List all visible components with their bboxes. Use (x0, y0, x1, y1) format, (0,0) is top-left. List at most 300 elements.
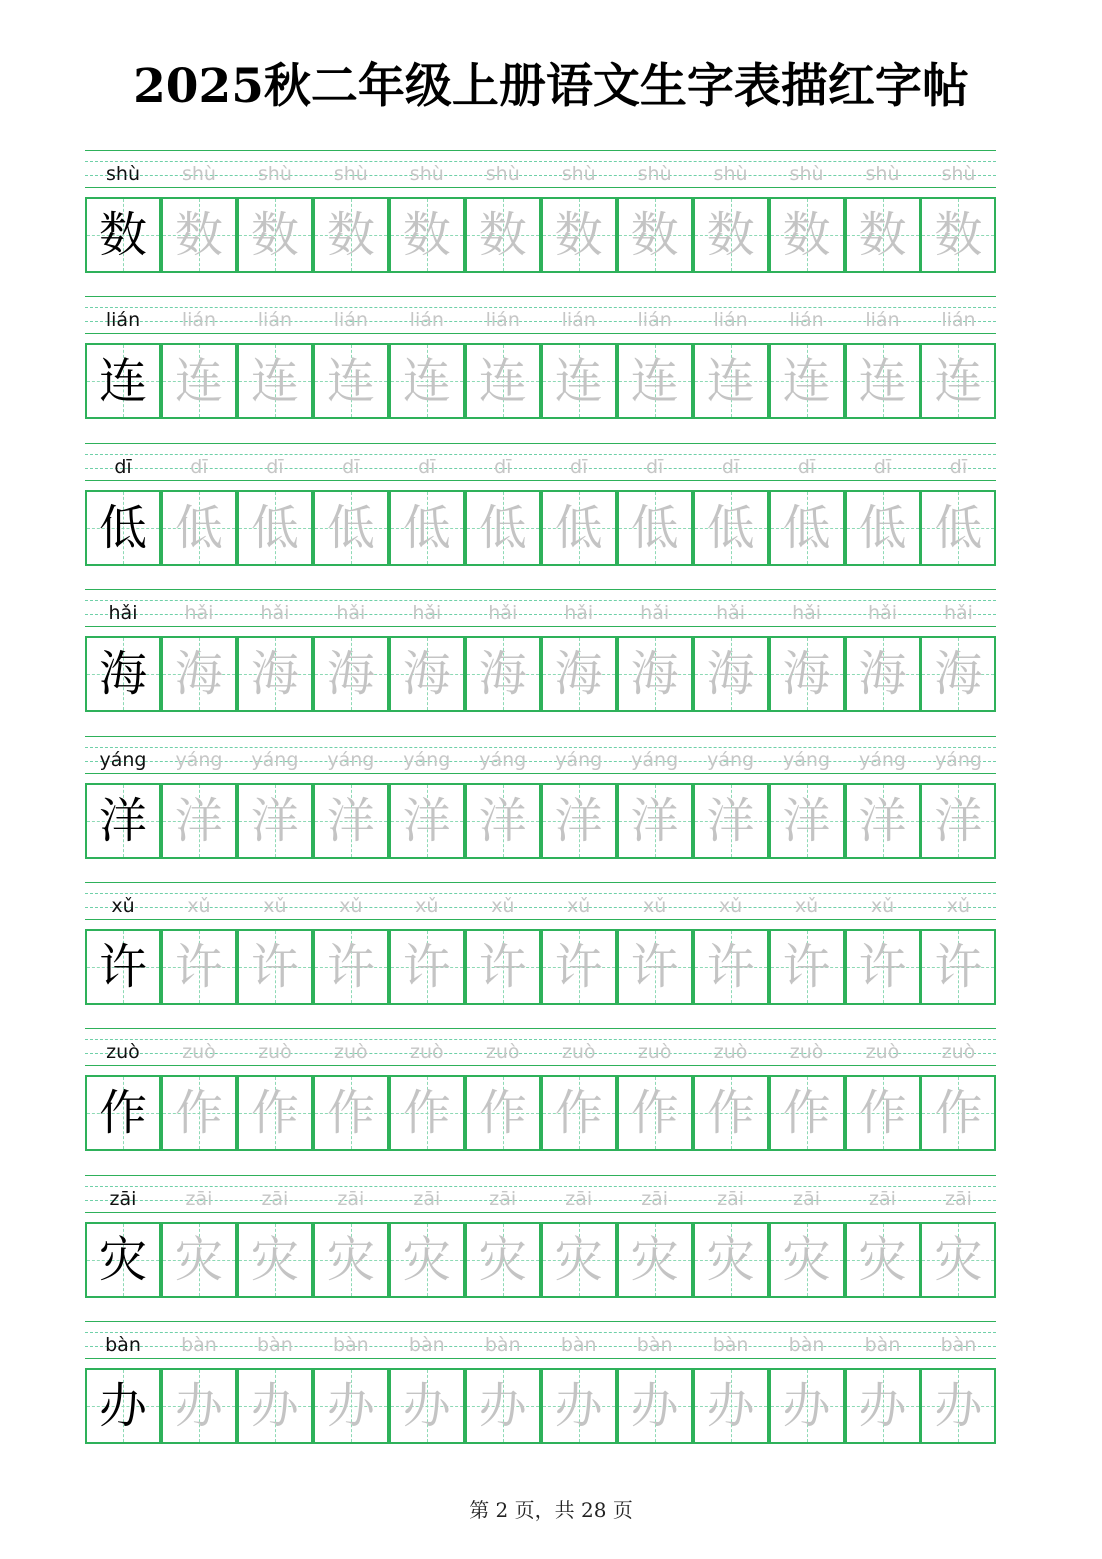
model-character: 低 (98, 499, 147, 556)
pinyin-trace: hǎi (640, 602, 670, 625)
trace-character: 洋 (326, 792, 375, 849)
trace-cell[interactable] (465, 1075, 541, 1151)
model-cell[interactable] (85, 783, 161, 859)
trace-character: 连 (934, 353, 983, 410)
pinyin-band (85, 150, 996, 188)
trace-cell[interactable] (920, 197, 996, 273)
model-cell[interactable] (85, 490, 161, 566)
pinyin-trace: dī (873, 455, 892, 478)
trace-cell[interactable] (769, 1075, 845, 1151)
trace-cell[interactable] (237, 343, 313, 419)
trace-character: 洋 (554, 792, 603, 849)
pinyin-trace: zuò (713, 1041, 748, 1064)
trace-character: 许 (326, 939, 375, 995)
pinyin-trace: shù (257, 163, 292, 185)
trace-cell[interactable] (313, 490, 389, 566)
model-character: 灾 (98, 1231, 147, 1288)
trace-character: 作 (250, 1085, 299, 1142)
pinyin-trace: bàn (257, 1334, 293, 1357)
pinyin-trace: zāi (185, 1187, 213, 1210)
trace-cell[interactable] (465, 1368, 541, 1444)
trace-cell[interactable] (313, 343, 389, 419)
model-cell[interactable] (85, 1075, 161, 1151)
pinyin-trace: dī (949, 455, 968, 478)
model-character: 连 (98, 353, 147, 410)
trace-character: 海 (478, 646, 527, 703)
pinyin-trace: hǎi (412, 602, 442, 625)
trace-cell[interactable] (617, 1368, 693, 1444)
pinyin-model: zuò (106, 1041, 140, 1064)
trace-character: 许 (782, 939, 831, 995)
trace-cell[interactable] (389, 636, 465, 712)
char-entry (85, 1321, 996, 1444)
trace-cell[interactable] (769, 783, 845, 859)
trace-cell[interactable] (769, 636, 845, 712)
pinyin-trace: hǎi (184, 602, 214, 625)
pinyin-trace: xǔ (794, 895, 819, 917)
trace-cell[interactable] (617, 783, 693, 859)
pinyin-trace: xǔ (339, 895, 363, 917)
char-entry (85, 296, 996, 419)
pinyin-model: hǎi (108, 602, 138, 625)
trace-cell[interactable] (541, 636, 617, 712)
trace-cell[interactable] (237, 197, 313, 273)
trace-cell[interactable] (313, 197, 389, 273)
trace-cell[interactable] (920, 929, 996, 1005)
pinyin-trace: yáng (327, 748, 375, 771)
tian-grid-row (85, 783, 996, 859)
trace-character: 数 (326, 207, 375, 263)
pinyin-trace: shù (713, 163, 748, 185)
trace-character: 低 (174, 499, 223, 556)
trace-cell[interactable] (237, 1075, 313, 1151)
footer-suffix: 页 (612, 1498, 633, 1522)
tian-grid-row (85, 490, 996, 566)
trace-cell[interactable] (845, 783, 921, 859)
pinyin-trace: lián (257, 309, 293, 332)
pinyin-trace: dī (190, 455, 208, 478)
trace-cell[interactable] (389, 929, 465, 1005)
model-character: 海 (98, 646, 147, 703)
pinyin-trace: hǎi (260, 602, 290, 625)
pinyin-trace: xǔ (415, 895, 439, 917)
trace-cell[interactable] (920, 636, 996, 712)
pinyin-trace: zāi (944, 1187, 972, 1210)
trace-character: 数 (934, 207, 983, 263)
pinyin-trace: yáng (403, 748, 451, 771)
trace-cell[interactable] (541, 197, 617, 273)
trace-cell[interactable] (313, 636, 389, 712)
trace-character: 海 (554, 646, 603, 703)
pinyin-trace: shù (865, 163, 900, 185)
trace-cell[interactable] (313, 1075, 389, 1151)
pinyin-trace: xǔ (187, 895, 211, 917)
pinyin-trace: zāi (869, 1187, 896, 1210)
trace-cell[interactable] (920, 1222, 996, 1298)
pinyin-band (85, 736, 996, 774)
pinyin-model: yáng (99, 748, 147, 771)
trace-character: 数 (402, 207, 451, 263)
trace-character: 连 (402, 353, 451, 410)
trace-cell[interactable] (769, 197, 845, 273)
trace-character: 海 (326, 646, 375, 703)
model-character: 洋 (98, 792, 147, 849)
trace-cell[interactable] (769, 929, 845, 1005)
trace-character: 作 (326, 1085, 375, 1142)
trace-character: 作 (554, 1085, 603, 1142)
trace-character: 低 (934, 499, 983, 556)
trace-cell[interactable] (920, 783, 996, 859)
trace-character: 灾 (782, 1231, 831, 1288)
footer-page-number: 2 (495, 1498, 509, 1522)
pinyin-trace: lián (637, 309, 672, 332)
trace-cell[interactable] (845, 1368, 921, 1444)
pinyin-trace: shù (789, 163, 824, 185)
pinyin-trace: yáng (783, 748, 831, 771)
trace-cell[interactable] (237, 636, 313, 712)
pinyin-trace: zāi (489, 1187, 517, 1210)
trace-character: 低 (706, 499, 755, 556)
pinyin-trace: shù (637, 163, 672, 185)
trace-cell[interactable] (845, 929, 921, 1005)
pinyin-band (85, 443, 996, 481)
trace-cell[interactable] (389, 1222, 465, 1298)
trace-cell[interactable] (465, 490, 541, 566)
pinyin-trace: hǎi (488, 602, 518, 625)
model-character: 办 (98, 1378, 147, 1435)
trace-character: 办 (478, 1378, 527, 1435)
trace-cell[interactable] (617, 929, 693, 1005)
trace-character: 作 (402, 1085, 451, 1142)
trace-character: 办 (782, 1378, 831, 1435)
trace-character: 作 (934, 1085, 983, 1142)
pinyin-trace: xǔ (946, 895, 971, 917)
model-cell[interactable] (85, 636, 161, 712)
trace-cell[interactable] (465, 343, 541, 419)
trace-cell[interactable] (920, 490, 996, 566)
pinyin-trace: shù (941, 163, 976, 185)
trace-cell[interactable] (769, 343, 845, 419)
trace-cell[interactable] (465, 929, 541, 1005)
pinyin-trace: zuò (561, 1041, 596, 1064)
trace-cell[interactable] (161, 929, 237, 1005)
trace-character: 连 (250, 353, 299, 410)
pinyin-trace: lián (941, 309, 976, 332)
trace-cell[interactable] (541, 1222, 617, 1298)
trace-character: 低 (858, 499, 907, 556)
pinyin-trace: zuò (485, 1041, 520, 1064)
pinyin-trace: zāi (337, 1187, 365, 1210)
pinyin-trace: zuò (334, 1041, 368, 1064)
trace-cell[interactable] (389, 490, 465, 566)
trace-cell[interactable] (769, 490, 845, 566)
trace-cell[interactable] (161, 1222, 237, 1298)
pinyin-trace: hǎi (716, 602, 746, 625)
pinyin-trace: xǔ (718, 895, 743, 917)
trace-cell[interactable] (161, 783, 237, 859)
trace-cell[interactable] (161, 490, 237, 566)
trace-character: 数 (630, 207, 679, 263)
page-footer (0, 1494, 1102, 1523)
trace-character: 数 (554, 207, 603, 263)
trace-cell[interactable] (313, 783, 389, 859)
char-entry (85, 589, 996, 712)
model-character: 许 (98, 939, 147, 995)
trace-cell[interactable] (161, 1075, 237, 1151)
trace-cell[interactable] (845, 490, 921, 566)
pinyin-band (85, 296, 996, 334)
pinyin-band (85, 1321, 996, 1359)
pinyin-trace: yáng (631, 748, 679, 771)
pinyin-trace: xǔ (263, 895, 287, 917)
trace-character: 作 (706, 1085, 755, 1142)
trace-character: 海 (934, 646, 983, 703)
trace-cell[interactable] (617, 1222, 693, 1298)
pinyin-trace: xǔ (567, 895, 591, 917)
pinyin-trace: yáng (479, 748, 527, 771)
trace-cell[interactable] (617, 490, 693, 566)
pinyin-trace: bàn (940, 1334, 977, 1357)
trace-character: 数 (478, 207, 527, 263)
trace-character: 办 (630, 1378, 679, 1435)
pinyin-trace: shù (485, 163, 520, 185)
pinyin-model: xǔ (111, 895, 135, 917)
pinyin-trace: lián (181, 309, 217, 332)
trace-cell[interactable] (237, 929, 313, 1005)
trace-character: 办 (706, 1378, 755, 1435)
trace-character: 连 (858, 353, 907, 410)
trace-character: 洋 (706, 792, 755, 849)
char-entry (85, 882, 996, 1005)
trace-cell[interactable] (237, 490, 313, 566)
trace-cell[interactable] (920, 1368, 996, 1444)
trace-character: 洋 (782, 792, 831, 849)
pinyin-trace: hǎi (564, 602, 594, 625)
pinyin-trace: dī (645, 455, 664, 478)
trace-character: 灾 (858, 1231, 907, 1288)
trace-cell[interactable] (617, 197, 693, 273)
pinyin-trace: dī (494, 455, 512, 478)
trace-character: 低 (250, 499, 299, 556)
pinyin-trace: lián (713, 309, 748, 332)
pinyin-trace: lián (409, 309, 444, 332)
pinyin-trace: yáng (251, 748, 299, 771)
pinyin-trace: xǔ (491, 895, 515, 917)
trace-cell[interactable] (845, 1075, 921, 1151)
trace-cell[interactable] (693, 490, 769, 566)
pinyin-band (85, 882, 996, 920)
pinyin-trace: shù (333, 163, 368, 185)
trace-cell[interactable] (693, 343, 769, 419)
pinyin-trace: zuò (409, 1041, 444, 1064)
trace-character: 作 (630, 1085, 679, 1142)
pinyin-model: dī (114, 455, 132, 478)
trace-character: 低 (326, 499, 375, 556)
trace-character: 洋 (858, 792, 907, 849)
trace-character: 连 (174, 353, 223, 410)
trace-character: 洋 (250, 792, 299, 849)
trace-character: 洋 (402, 792, 451, 849)
pinyin-trace: zāi (641, 1187, 669, 1210)
pinyin-trace: zāi (261, 1187, 289, 1210)
footer-prefix: 第 (469, 1498, 490, 1522)
char-entry (85, 1028, 996, 1151)
trace-cell[interactable] (237, 1222, 313, 1298)
page-title: 2025秋二年级上册语文生字表描红字帖 (133, 59, 969, 114)
trace-cell[interactable] (845, 197, 921, 273)
trace-cell[interactable] (541, 1368, 617, 1444)
trace-character: 海 (402, 646, 451, 703)
model-cell[interactable] (85, 1368, 161, 1444)
pinyin-trace: zāi (717, 1187, 745, 1210)
trace-cell[interactable] (693, 1222, 769, 1298)
trace-cell[interactable] (769, 1368, 845, 1444)
trace-cell[interactable] (313, 929, 389, 1005)
pinyin-trace: zāi (793, 1187, 820, 1210)
pinyin-model: lián (105, 309, 141, 332)
pinyin-trace: dī (721, 455, 740, 478)
trace-cell[interactable] (465, 636, 541, 712)
pinyin-trace: shù (561, 163, 596, 185)
trace-cell[interactable] (617, 636, 693, 712)
tian-grid-row (85, 1075, 996, 1151)
trace-cell[interactable] (465, 1222, 541, 1298)
trace-cell[interactable] (693, 929, 769, 1005)
trace-character: 海 (706, 646, 755, 703)
trace-cell[interactable] (920, 343, 996, 419)
trace-character: 灾 (630, 1231, 679, 1288)
pinyin-model: bàn (105, 1334, 141, 1357)
pinyin-trace: zuò (941, 1041, 976, 1064)
model-cell[interactable] (85, 929, 161, 1005)
pinyin-trace: lián (485, 309, 520, 332)
trace-character: 海 (858, 646, 907, 703)
pinyin-trace: bàn (712, 1334, 749, 1357)
pinyin-trace: hǎi (868, 602, 897, 625)
trace-character: 连 (554, 353, 603, 410)
pinyin-trace: shù (409, 163, 444, 185)
trace-cell[interactable] (237, 783, 313, 859)
trace-cell[interactable] (161, 197, 237, 273)
trace-character: 作 (782, 1085, 831, 1142)
trace-cell[interactable] (617, 343, 693, 419)
tian-grid-row (85, 1368, 996, 1444)
pinyin-trace: yáng (555, 748, 603, 771)
model-cell[interactable] (85, 1222, 161, 1298)
trace-character: 作 (858, 1085, 907, 1142)
trace-cell[interactable] (313, 1222, 389, 1298)
pinyin-trace: xǔ (870, 895, 895, 917)
pinyin-model: zāi (109, 1187, 137, 1210)
pinyin-trace: lián (333, 309, 368, 332)
pinyin-trace: yáng (934, 748, 982, 771)
trace-character: 许 (174, 939, 223, 995)
trace-cell[interactable] (389, 197, 465, 273)
trace-cell[interactable] (693, 1075, 769, 1151)
trace-character: 洋 (630, 792, 679, 849)
trace-cell[interactable] (237, 1368, 313, 1444)
pinyin-trace: yáng (175, 748, 223, 771)
trace-character: 数 (706, 207, 755, 263)
trace-character: 许 (402, 939, 451, 995)
trace-character: 许 (934, 939, 983, 995)
trace-character: 连 (630, 353, 679, 410)
trace-character: 办 (402, 1378, 451, 1435)
trace-character: 洋 (934, 792, 983, 849)
pinyin-band (85, 1028, 996, 1066)
model-character: 作 (98, 1085, 147, 1142)
trace-character: 低 (402, 499, 451, 556)
pinyin-trace: hǎi (336, 602, 366, 625)
trace-cell[interactable] (465, 783, 541, 859)
trace-character: 海 (174, 646, 223, 703)
pinyin-trace: zāi (413, 1187, 441, 1210)
trace-cell[interactable] (541, 1075, 617, 1151)
trace-cell[interactable] (845, 343, 921, 419)
pinyin-trace: zuò (182, 1041, 216, 1064)
trace-cell[interactable] (845, 1222, 921, 1298)
tian-grid-row (85, 197, 996, 273)
trace-cell[interactable] (541, 343, 617, 419)
pinyin-trace: hǎi (792, 602, 822, 625)
trace-cell[interactable] (389, 343, 465, 419)
trace-cell[interactable] (693, 636, 769, 712)
trace-cell[interactable] (920, 1075, 996, 1151)
pinyin-trace: bàn (636, 1334, 673, 1357)
tian-grid-row (85, 929, 996, 1005)
pinyin-trace: xǔ (642, 895, 667, 917)
trace-character: 许 (554, 939, 603, 995)
trace-cell[interactable] (161, 343, 237, 419)
pinyin-trace: zuò (258, 1041, 292, 1064)
model-cell[interactable] (85, 197, 161, 273)
trace-cell[interactable] (313, 1368, 389, 1444)
trace-cell[interactable] (845, 636, 921, 712)
tian-grid-row (85, 343, 996, 419)
pinyin-trace: dī (342, 455, 360, 478)
trace-cell[interactable] (693, 197, 769, 273)
pinyin-trace: dī (797, 455, 816, 478)
char-entry (85, 1175, 996, 1298)
pinyin-trace: bàn (560, 1334, 597, 1357)
pinyin-band (85, 1175, 996, 1213)
trace-cell[interactable] (769, 1222, 845, 1298)
trace-character: 许 (706, 939, 755, 995)
trace-cell[interactable] (389, 1075, 465, 1151)
pinyin-trace: shù (181, 163, 216, 185)
trace-cell[interactable] (693, 1368, 769, 1444)
model-cell[interactable] (85, 343, 161, 419)
trace-cell[interactable] (541, 783, 617, 859)
pinyin-trace: yáng (859, 748, 906, 771)
trace-character: 洋 (478, 792, 527, 849)
trace-character: 办 (174, 1378, 223, 1435)
trace-cell[interactable] (465, 197, 541, 273)
trace-character: 灾 (934, 1231, 983, 1288)
trace-cell[interactable] (389, 783, 465, 859)
trace-cell[interactable] (617, 1075, 693, 1151)
trace-cell[interactable] (541, 929, 617, 1005)
trace-cell[interactable] (693, 783, 769, 859)
trace-cell[interactable] (161, 1368, 237, 1444)
trace-character: 数 (858, 207, 907, 263)
trace-cell[interactable] (541, 490, 617, 566)
pinyin-trace: bàn (181, 1334, 217, 1357)
trace-cell[interactable] (389, 1368, 465, 1444)
trace-character: 办 (858, 1378, 907, 1435)
trace-character: 数 (174, 207, 223, 263)
trace-cell[interactable] (161, 636, 237, 712)
